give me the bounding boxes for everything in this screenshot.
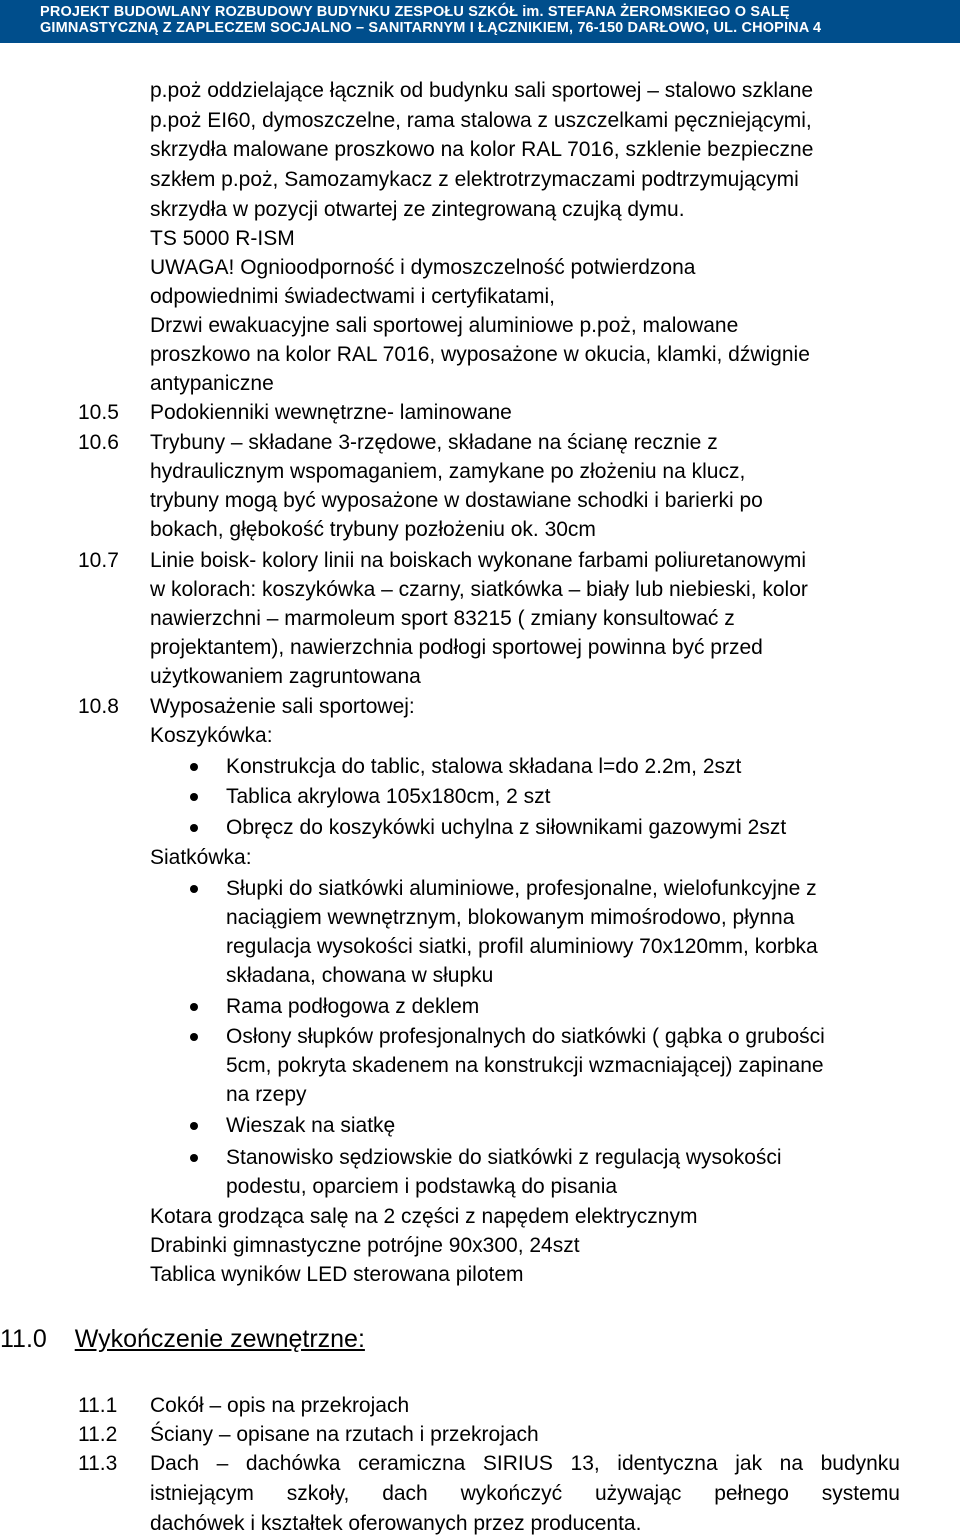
section-number: 10.7: [78, 549, 119, 572]
section-line: nawierzchni – marmoleum sport 83215 ( zmiany konsultować z: [150, 607, 735, 630]
equipment-line: Kotara grodząca salę na 2 części z napędem elektrycznym: [150, 1205, 698, 1228]
subsection-label: Koszykówka:: [150, 724, 273, 747]
list-item: Wieszak na siatkę: [226, 1114, 396, 1137]
section-number: 10.5: [78, 401, 119, 424]
section-line: dachówek i kształtek oferowanych przez producenta.: [150, 1512, 642, 1535]
list-item-line: 5cm, pokryta skadenem na konstrukcji wzmacniającej) zapinane: [226, 1054, 824, 1077]
list-item: Rama podłogowa z deklem: [226, 995, 480, 1018]
section-line: użytkowaniem zagruntowana: [150, 665, 421, 688]
section-line: istniejącym szkoły, dach wykończyć używając pełnego systemu: [150, 1482, 900, 1505]
section-line: Linie boisk- kolory linii na boiskach wykonane farbami poliuretanowymi: [150, 549, 806, 572]
header-line-2: GIMNASTYCZNĄ Z ZAPLECZEM SOCJALNO – SANITARNYM I ŁĄCZNIKIEM, 76-150 DARŁOWO, UL. CHOPINA 4: [40, 20, 822, 36]
list-item-line: na rzepy: [226, 1083, 307, 1106]
header-line-1: PROJEKT BUDOWLANY ROZBUDOWY BUDYNKU ZESPOŁU SZKÓŁ im. STEFANA ŻEROMSKIEGO O SALĘ: [40, 4, 790, 20]
equipment-line: Tablica wyników LED sterowana pilotem: [150, 1263, 524, 1286]
section-number: 11.1: [78, 1394, 118, 1417]
section-line: Dach – dachówka ceramiczna SIRIUS 13, identyczna jak na budynku: [150, 1452, 900, 1475]
section-text: Podokienniki wewnętrzne- laminowane: [150, 401, 512, 424]
list-item-line: składana, chowana w słupku: [226, 964, 494, 987]
section-line: bokach, głębokość trybuny pozłożeniu ok. 30cm: [150, 518, 596, 541]
list-item: Tablica akrylowa 105x180cm, 2 szt: [226, 785, 551, 808]
section-line: w kolorach: koszykówka – czarny, siatkówka – biały lub niebieski, kolor: [150, 578, 808, 601]
section-line: Trybuny – składane 3-rzędowe, składane na ścianę recznie z: [150, 431, 718, 454]
intro-line: Drzwi ewakuacyjne sali sportowej aluminiowe p.poż, malowane: [150, 314, 739, 337]
list-item-line: Stanowisko sędziowskie do siatkówki z regulacją wysokości: [226, 1146, 782, 1169]
heading-title: Wykończenie zewnętrzne:: [74, 1325, 365, 1353]
list-item: Obręcz do koszykówki uchylna z siłownikami gazowymi 2szt: [226, 816, 787, 839]
section-number: 10.8: [78, 695, 119, 718]
list-item-line: Osłony słupków profesjonalnych do siatkówki ( gąbka o grubości: [226, 1025, 825, 1048]
section-line: trybuny mogą być wyposażone w dostawiane schodki i barierki po: [150, 489, 763, 512]
heading-number: 11.0: [0, 1325, 47, 1353]
section-title: Wyposażenie sali sportowej:: [150, 695, 415, 718]
section-text: Ściany – opisane na rzutach i przekrojach: [150, 1423, 539, 1446]
list-item: Konstrukcja do tablic, stalowa składana l=do 2.2m, 2szt: [226, 755, 742, 778]
intro-line: p.poż EI60, dymoszczelne, rama stalowa z uszczelkami pęczniejącymi,: [150, 109, 812, 132]
bullet-icon: [190, 1122, 198, 1130]
bullet-icon: [190, 763, 198, 771]
bullet-icon: [190, 1003, 198, 1011]
intro-line: odpowiednimi świadectwami i certyfikatami,: [150, 285, 555, 308]
section-text: Cokół – opis na przekrojach: [150, 1394, 410, 1417]
intro-line: UWAGA! Ognioodporność i dymoszczelność potwierdzona: [150, 256, 696, 279]
subsection-label: Siatkówka:: [150, 846, 252, 869]
intro-line: skrzydła w pozycji otwartej ze zintegrowaną czujką dymu.: [150, 198, 685, 221]
bullet-icon: [190, 885, 198, 893]
section-number: 11.3: [78, 1452, 118, 1475]
intro-line: skrzydła malowane proszkowo na kolor RAL 7016, szklenie bezpieczne: [150, 138, 814, 161]
section-number: 11.2: [78, 1423, 118, 1446]
section-heading: [0, 1324, 365, 1354]
intro-line: p.poż oddzielające łącznik od budynku sali sportowej – stalowo szklane: [150, 79, 814, 102]
section-line: hydraulicznym wspomaganiem, zamykane po złożeniu na klucz,: [150, 460, 746, 483]
bullet-icon: [190, 824, 198, 832]
bullet-icon: [190, 1033, 198, 1041]
section-number: 10.6: [78, 431, 119, 454]
intro-line: antypaniczne: [150, 372, 274, 395]
list-item-line: podestu, oparciem i podstawką do pisania: [226, 1175, 618, 1198]
bullet-icon: [190, 793, 198, 801]
list-item-line: naciągiem wewnętrznym, blokowanym mimośrodowo, płynna: [226, 906, 795, 929]
intro-line: szkłem p.poż, Samozamykacz z elektrotrzymaczami podtrzymującymi: [150, 168, 799, 191]
intro-line: TS 5000 R-ISM: [150, 227, 295, 250]
document-header: [0, 0, 960, 43]
bullet-icon: [190, 1154, 198, 1162]
list-item-line: regulacja wysokości siatki, profil aluminiowy 70x120mm, korbka: [226, 935, 818, 958]
list-item-line: Słupki do siatkówki aluminiowe, profesjonalne, wielofunkcyjne z: [226, 877, 817, 900]
intro-line: proszkowo na kolor RAL 7016, wyposażone w okucia, klamki, dźwignie: [150, 343, 810, 366]
equipment-line: Drabinki gimnastyczne potrójne 90x300, 24szt: [150, 1234, 580, 1257]
section-line: projektantem), nawierzchnia podłogi sportowej powinna być przed: [150, 636, 763, 659]
